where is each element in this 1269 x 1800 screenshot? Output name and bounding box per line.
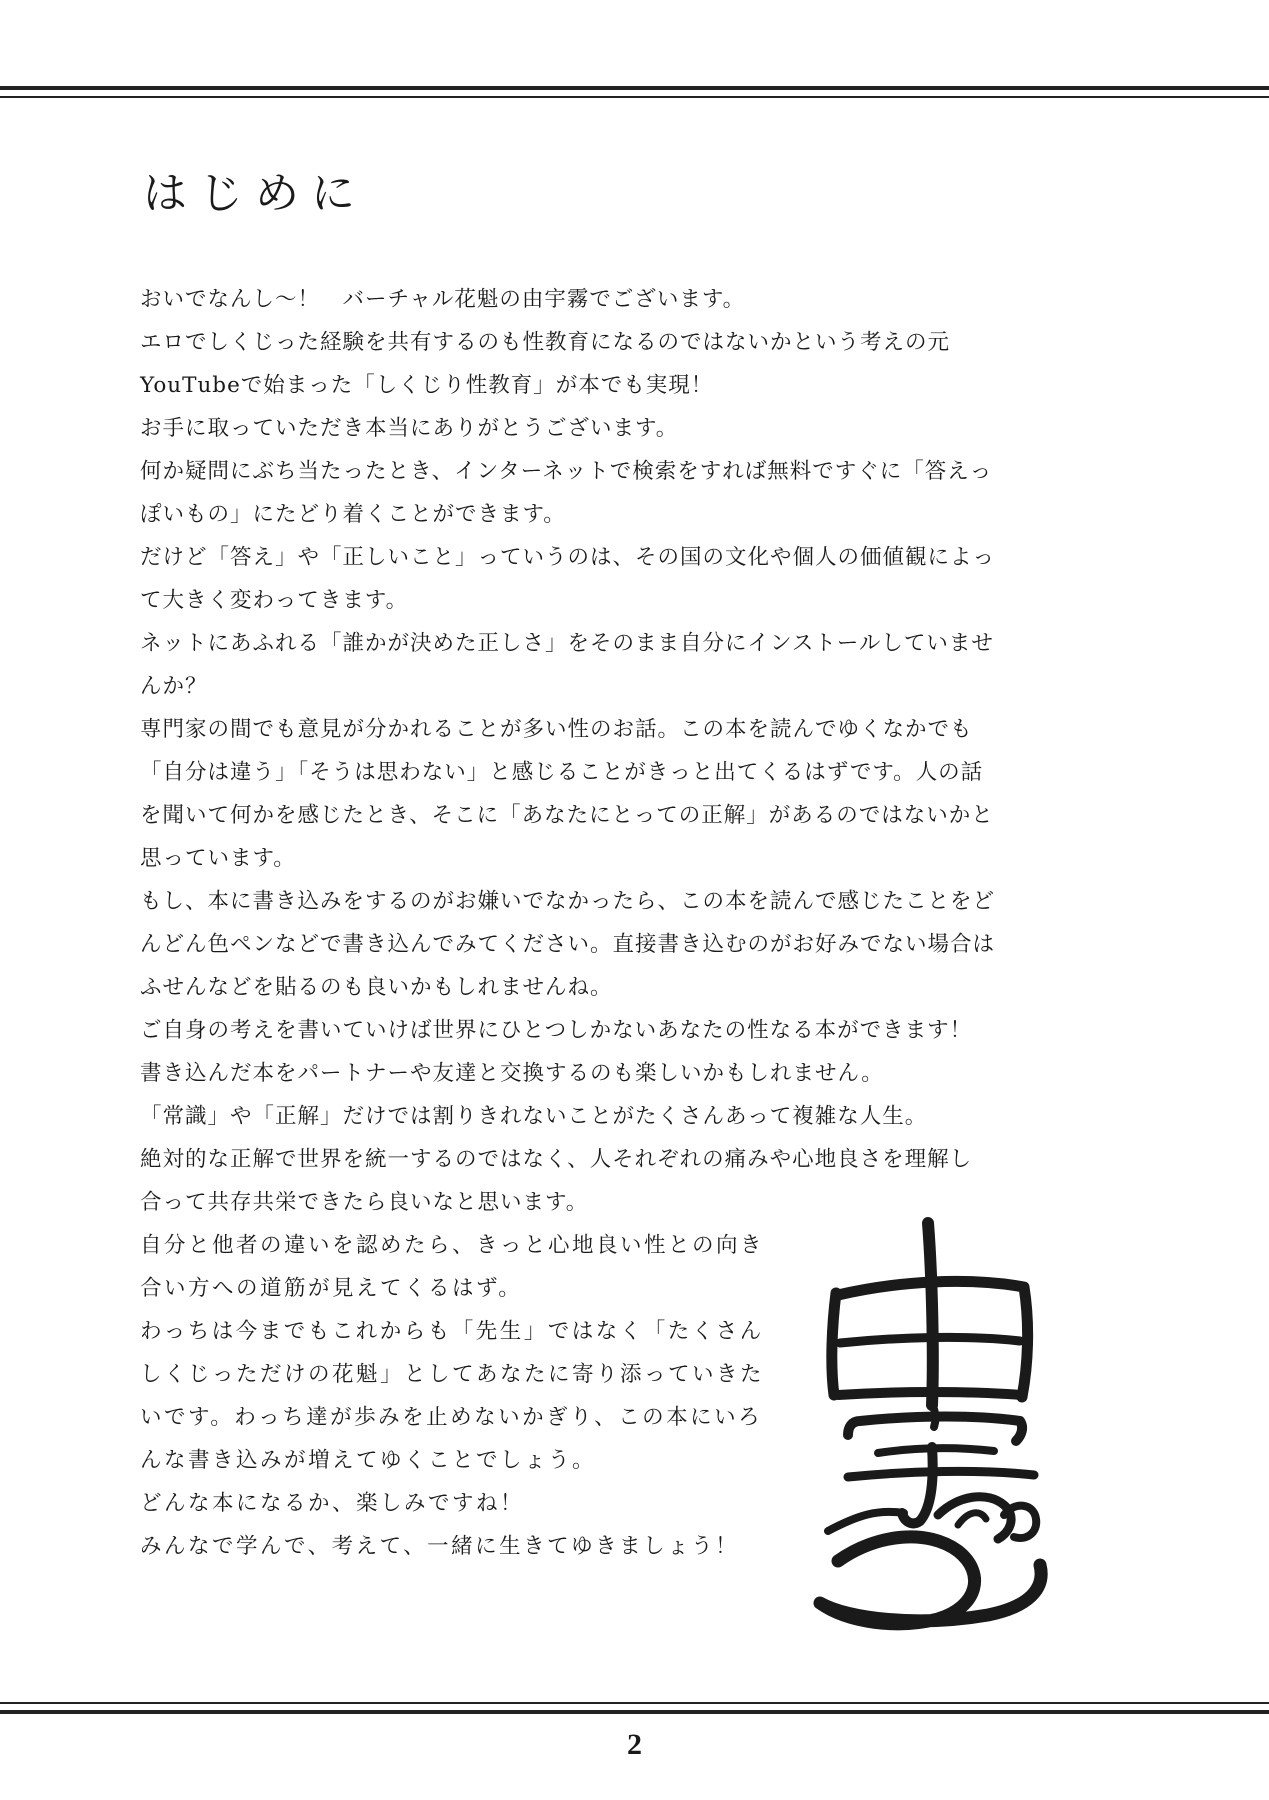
page-number: 2 <box>627 1728 642 1761</box>
top-double-rule-thick <box>0 86 1269 90</box>
body-line: 合い方への道筋が見えてくるはず。 <box>140 1276 523 1301</box>
page-title: はじめに <box>143 168 367 219</box>
bottom-double-rule-thin <box>0 1702 1269 1704</box>
body-line: エロでしくじった経験を共有するのも性教育になるのではないかという考えの元 <box>140 330 951 355</box>
body-line: YouTubeで始まった「しくじり性教育」が本でも実現！ <box>140 373 714 398</box>
body-line: わっちは今までもこれからも「先生」ではなく「たくさん <box>140 1319 764 1344</box>
body-line: んか？ <box>140 674 208 699</box>
body-line: ぽいもの」にたどり着くことができます。 <box>140 502 566 527</box>
bottom-double-rule-thick <box>0 1710 1269 1714</box>
body-line: ネットにあふれる「誰かが決めた正しさ」をそのまま自分にインストールしていませ <box>140 631 994 656</box>
body-line: お手に取っていただき本当にありがとうございます。 <box>140 416 679 441</box>
body-line: ふせんなどを貼るのも良いかもしれませんね。 <box>140 975 613 1000</box>
body-line: もし、本に書き込みをするのがお嫌いでなかったら、この本を読んで感じたことをど <box>140 889 996 914</box>
body-line: みんなで学んで、考えて、一緒に生きてゆきましょう！ <box>140 1534 740 1559</box>
body-line: 合って共存共栄できたら良いなと思います。 <box>140 1190 589 1215</box>
top-double-rule-thin <box>0 96 1269 98</box>
body-line: を聞いて何かを感じたとき、そこに「あなたにとっての正解」があるのではないかと <box>140 803 994 828</box>
body-line: 何か疑問にぶち当たったとき、インターネットで検索をすれば無料ですぐに「答えっ <box>140 459 993 484</box>
body-line: 「常識」や「正解」だけでは割りきれないことがたくさんあって複雑な人生。 <box>140 1104 928 1129</box>
body-line: どんな本になるか、楽しみですね！ <box>140 1491 525 1516</box>
body-line: ご自身の考えを書いていけば世界にひとつしかないあなたの性なる本ができます！ <box>140 1018 973 1043</box>
body-line: いです。わっち達が歩みを止めないかぎり、この本にいろ <box>140 1405 763 1430</box>
body-line: 書き込んだ本をパートナーや友達と交換するのも楽しいかもしれません。 <box>140 1061 884 1086</box>
body-line: て大きく変わってきます。 <box>140 588 409 613</box>
body-line: 絶対的な正解で世界を統一するのではなく、人それぞれの痛みや心地良さを理解し <box>140 1147 973 1172</box>
calligraphy-signature <box>808 1215 1058 1645</box>
body-line: んどん色ペンなどで書き込んでみてください。直接書き込むのがお好みでない場合は <box>140 932 996 957</box>
body-line: 自分と他者の違いを認めたら、きっと心地良い性との向き <box>140 1233 765 1258</box>
body-line: 思っています。 <box>140 846 296 871</box>
body-line: しくじっただけの花魁」としてあなたに寄り添っていきた <box>140 1362 765 1387</box>
body-line: 専門家の間でも意見が分かれることが多い性のお話。この本を読んでゆくなかでも <box>140 717 973 742</box>
body-line: 「自分は違う」「そうは思わない」と感じることがきっと出てくるはずです。人の話 <box>140 760 984 785</box>
body-line: んな書き込みが増えてゆくことでしょう。 <box>140 1448 597 1473</box>
body-line: だけど「答え」や「正しいこと」っていうのは、その国の文化や個人の価値観によっ <box>140 545 996 570</box>
body-line: おいでなんし〜！ バーチャル花魁の由宇霧でございます。 <box>140 287 746 312</box>
